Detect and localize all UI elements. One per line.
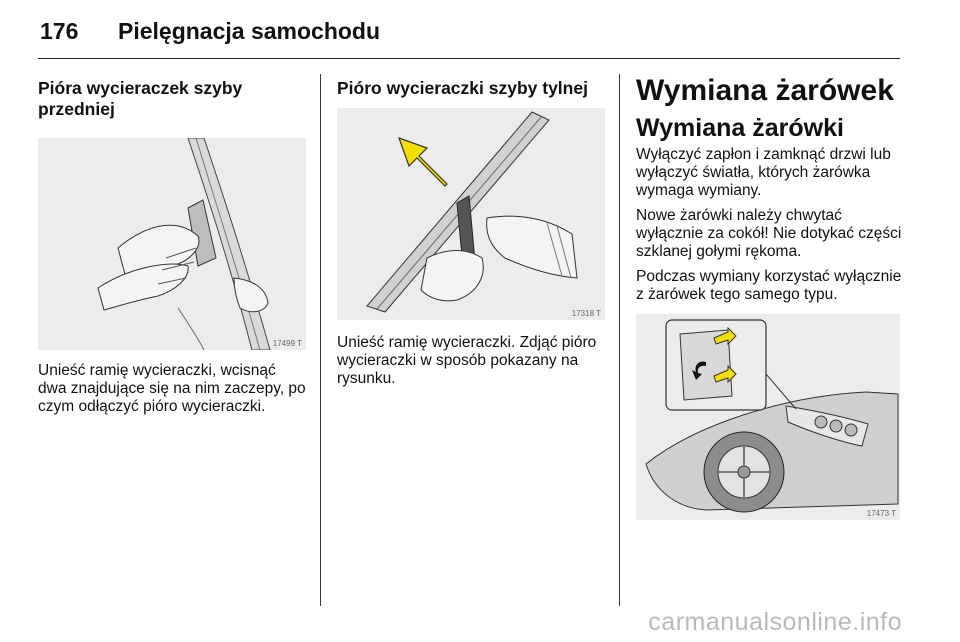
page-title: Pielęgnacja samochodu xyxy=(118,18,381,44)
section-heading-bulb-replacement: Wymiana żarówek xyxy=(636,74,894,107)
front-wiper-drawing xyxy=(38,138,306,350)
paragraph-3: Podczas wymiany korzystać wyłącznie z żarówek tego samego typu. xyxy=(636,268,902,303)
column-divider-2 xyxy=(619,74,620,606)
figure-code: 17473 T xyxy=(866,509,896,518)
column-divider-1 xyxy=(320,74,321,606)
page-number: 176 xyxy=(40,18,79,44)
watermark: carmanualsonline.info xyxy=(648,608,902,636)
figure-code: 17499 T xyxy=(272,339,302,348)
section-heading-rear-wiper: Pióro wycieraczki szyby tylnej xyxy=(337,78,588,98)
rear-wiper-illustration xyxy=(337,108,605,320)
bulb-replacement-illustration xyxy=(636,314,900,520)
column-bulb-replacement xyxy=(636,74,904,520)
paragraph-2: Nowe żarówki należy chwytać wyłącznie za cokół! Nie dotykać części szklanej gołymi rękoma. xyxy=(636,207,902,260)
rear-wiper-drawing xyxy=(337,108,605,320)
car-headlamp-drawing xyxy=(636,314,900,520)
figure-code: 17318 T xyxy=(571,309,601,318)
header-rule xyxy=(38,58,900,59)
column-front-wiper xyxy=(38,78,306,423)
front-wiper-instruction: Unieść ramię wycieraczki, wcisnąć dwa znajdujące się na nim zaczepy, po czym odłączyć pióro wycieraczki. xyxy=(38,362,306,415)
front-wiper-illustration xyxy=(38,138,306,350)
subsection-heading-bulb: Wymiana żarówki xyxy=(636,114,844,142)
section-heading-front-wiper: Pióra wycieraczek szyby przedniej xyxy=(38,78,243,119)
column-rear-wiper xyxy=(337,78,605,395)
rear-wiper-instruction: Unieść ramię wycieraczki. Zdjąć pióro wycieraczki w sposób pokazany na rysunku. xyxy=(337,334,597,387)
paragraph-1: Wyłączyć zapłon i zamknąć drzwi lub wyłączyć światła, których żarówka wymaga wymiany. xyxy=(636,146,891,199)
